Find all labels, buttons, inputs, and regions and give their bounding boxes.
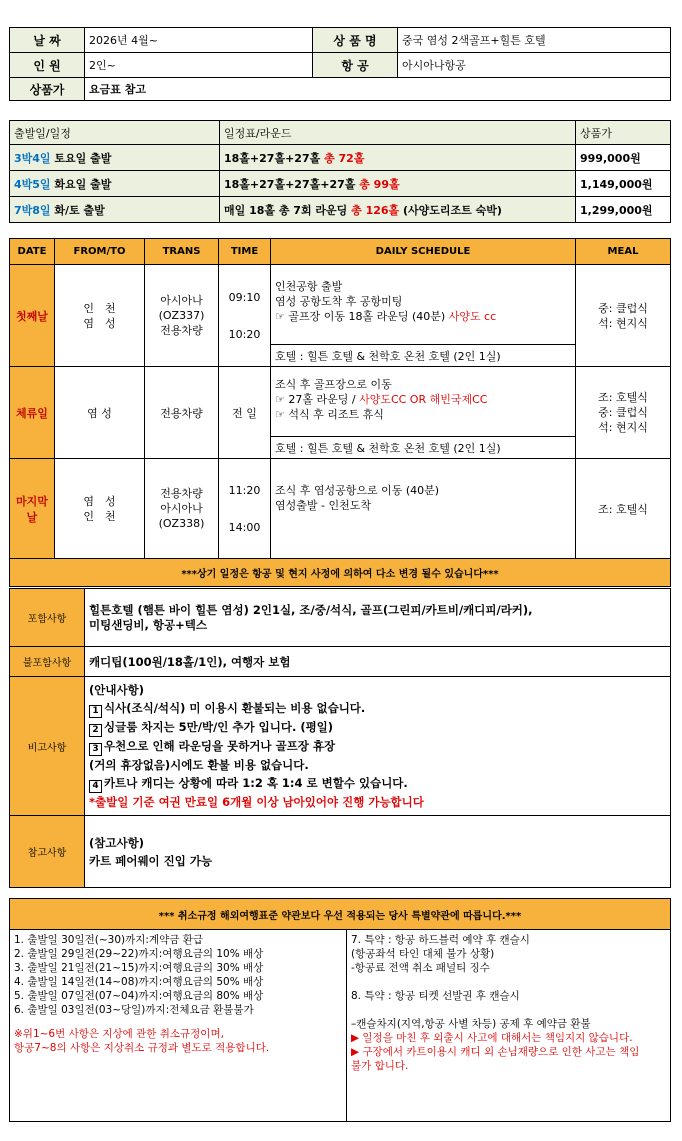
price-label: 상품가 <box>10 78 85 101</box>
include-value: 힐튼호텔 (햄튼 바이 힐튼 염성) 2인1실, 조/중/석식, 골프(그린피/카트비/캐디피/라커), 미팅샌딩비, 항공+텍스 <box>85 589 671 647</box>
day2-time: 전 일 <box>219 367 271 459</box>
day3-label: 마지막날 <box>10 459 55 559</box>
header-table <box>9 27 671 101</box>
number-box-icon: 4 <box>89 780 102 793</box>
price-row-duration: 7박8일 화/토 출발 <box>10 197 220 223</box>
price-row-duration: 3박4일 토요일 출발 <box>10 145 220 171</box>
cancel-left: 1. 출발일 30일전(~30)까지:계약금 환급 2. 출발일 29일전(29~22)까지:여행요금의 10% 배상 3. 출발일 21일전(21~15)까지:여행요금의 30% 배상 4. 출발일 14일전(14~08)까지:여행요금의 50% 배상 5. 출발일 07일전(07~04)까지:여행요금의 80% 배상 6. 출발일 03일전(03~당일)까지:전체요금 환불불가 ※위1~6번 사항은 지상에 관한 취소규정이며, 항공7~8의 사항은 지상취소 규정과 별도로 적용합니다. <box>10 930 347 1122</box>
details-table <box>9 588 671 888</box>
price-row-rounds: 매일 18홀 총 7회 라운딩 총 126홀 (사양도리조트 숙박) <box>220 197 576 223</box>
number-box-icon: 3 <box>89 743 102 756</box>
col-trans: TRANS <box>145 239 219 265</box>
day1-hotel: 호텔 : 힐튼 호텔 & 천학호 온천 호텔 (2인 1실) <box>271 345 576 367</box>
date-label: 날 짜 <box>10 28 85 53</box>
exclude-label: 불포함사항 <box>10 647 85 677</box>
day3-fromto: 염 성 인 천 <box>55 459 145 559</box>
number-box-icon: 2 <box>89 724 102 737</box>
number-box-icon: 1 <box>89 705 102 718</box>
day2-label: 체류일 <box>10 367 55 459</box>
price-value: 요금표 참고 <box>85 78 671 101</box>
include-label: 포함사항 <box>10 589 85 647</box>
day1-label: 첫째날 <box>10 265 55 367</box>
cancel-title: *** 취소규정 해외여행표준 약관보다 우선 적용되는 당사 특별약관에 따릅니다.*** <box>10 899 671 930</box>
schedule-notice: ***상기 일정은 항공 및 현지 사정에 의하여 다소 변경 될수 있습니다*** <box>10 559 671 587</box>
schedule-table <box>9 238 671 587</box>
price-row-price: 1,149,000원 <box>576 171 671 197</box>
remarks-value: (안내사항) 1 식사(조식/석식) 미 이용시 환불되는 비용 없습니다. 2 싱글룸 차지는 5만/박/인 추가 입니다. (평일) 3 우천으로 인해 라운딩을 못하거나 골프장 휴장 (거의 휴장없음)시에도 환불 비용 없습니다. 4 카트나 캐디는 상황에 따라 1:2 혹 1:4 로 변할수 있습니다. *출발일 기준 여권 만료일 6개월 이상 남아있어야 진행 가능합니다 <box>85 677 671 816</box>
day1-fromto: 인 천 염 성 <box>55 265 145 367</box>
price-header-departure: 출발일/일정 <box>10 121 220 145</box>
cancel-table <box>9 898 671 1122</box>
price-row-rounds: 18홀+27홀+27홀 총 72홀 <box>220 145 576 171</box>
people-value: 2인~ <box>85 53 313 78</box>
day2-hotel: 호텔 : 힐튼 호텔 & 천학호 온천 호텔 (2인 1실) <box>271 437 576 459</box>
exclude-value: 캐디팁(100원/18홀/1인), 여행자 보험 <box>85 647 671 677</box>
product-label: 상 품 명 <box>313 28 398 53</box>
product-value: 중국 염성 2색골프+힐튼 호텔 <box>398 28 671 53</box>
price-row-price: 999,000원 <box>576 145 671 171</box>
col-time: TIME <box>219 239 271 265</box>
day2-fromto: 염 성 <box>55 367 145 459</box>
col-date: DATE <box>10 239 55 265</box>
people-label: 인 원 <box>10 53 85 78</box>
price-table <box>9 120 671 223</box>
price-row-rounds: 18홀+27홀+27홀+27홀 총 99홀 <box>220 171 576 197</box>
price-row-price: 1,299,000원 <box>576 197 671 223</box>
day1-trans: 아시아나 (OZ337) 전용차량 <box>145 265 219 367</box>
day1-schedule: 인천공항 출발 염성 공항도착 후 공항미팅 ☞ 골프장 이동 18홀 라운딩 (40분) 사양도 cc <box>271 265 576 345</box>
day3-meal: 조: 호텔식 <box>576 459 671 559</box>
col-fromto: FROM/TO <box>55 239 145 265</box>
airline-label: 항 공 <box>313 53 398 78</box>
price-header-price: 상품가 <box>576 121 671 145</box>
day2-schedule: 조식 후 골프장으로 이동 ☞ 27홀 라운딩 / 사양도CC OR 해빈국제CC ☞ 석식 후 리조트 휴식 <box>271 367 576 437</box>
cancel-right: 7. 특약 : 항공 하드블럭 예약 후 캔슬시 (항공좌석 타인 대체 불가 상황) -항공료 전액 취소 패널티 징수 8. 특약 : 항공 티켓 선발권 후 캔슬시 –캔슬차지(지역,항공 사별 차등) 공제 후 예약금 환불 ▶ 일정을 마친 후 외출시 사고에 대해서는 책임지지 않습니다. ▶ 구장에서 카트이용시 캐디 외 손님재량으로 인한 사고는 책임 불가 합니다. <box>347 930 671 1122</box>
date-value: 2026년 4월~ <box>85 28 313 53</box>
price-header-rounds: 일정표/라운드 <box>220 121 576 145</box>
day3-trans: 전용차량 아시아나 (OZ338) <box>145 459 219 559</box>
day3-schedule: 조식 후 염성공항으로 이동 (40분) 염성출발 - 인천도착 <box>271 459 576 559</box>
price-row-duration: 4박5일 화요일 출발 <box>10 171 220 197</box>
ref-value: (참고사항) 카트 페어웨이 진입 가능 <box>85 816 671 888</box>
col-meal: MEAL <box>576 239 671 265</box>
col-schedule: DAILY SCHEDULE <box>271 239 576 265</box>
day3-time: 11:20 14:00 <box>219 459 271 559</box>
ref-label: 참고사항 <box>10 816 85 888</box>
airline-value: 아시아나항공 <box>398 53 671 78</box>
day2-meal: 조: 호텔식 중: 클럽식 석: 현지식 <box>576 367 671 459</box>
day1-time: 09:10 10:20 <box>219 265 271 367</box>
day1-meal: 중: 클럽식 석: 현지식 <box>576 265 671 367</box>
remarks-label: 비고사항 <box>10 677 85 816</box>
day2-trans: 전용차량 <box>145 367 219 459</box>
